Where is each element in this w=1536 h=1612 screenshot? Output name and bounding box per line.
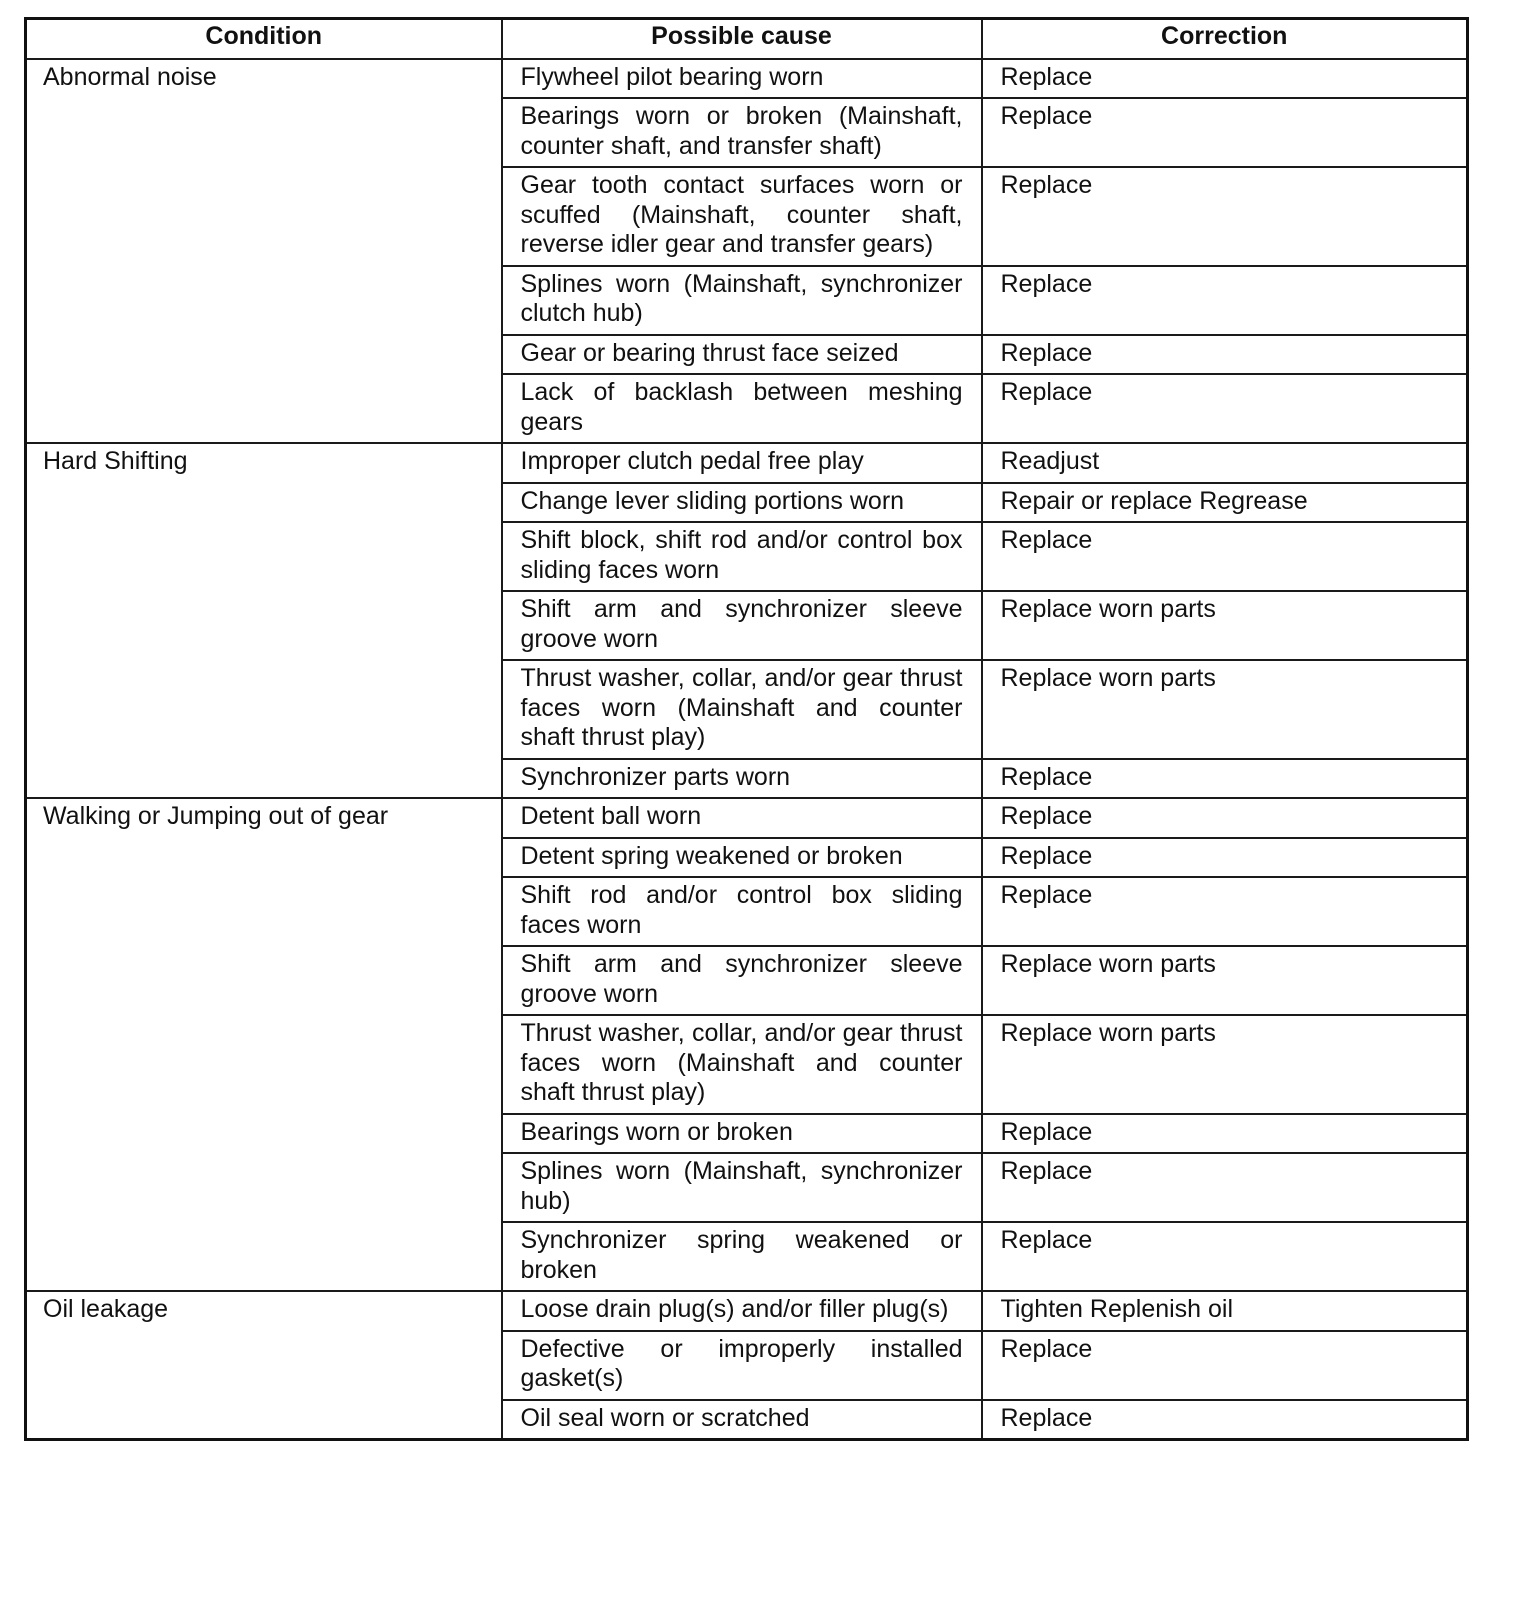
correction-cell: Replace (982, 167, 1468, 266)
possible-cause-cell: Bearings worn or broken (Mainshaft, counter shaft, and transfer shaft) (502, 98, 982, 167)
possible-cause-cell: Splines worn (Mainshaft, synchronizer hub) (502, 1153, 982, 1222)
table-body (26, 59, 1468, 1440)
correction-cell: Replace (982, 759, 1468, 799)
correction-cell: Replace (982, 374, 1468, 443)
table-row (26, 59, 1468, 99)
correction-cell: Replace (982, 838, 1468, 878)
correction-cell: Replace (982, 1331, 1468, 1400)
correction-cell: Replace (982, 59, 1468, 99)
header-possible-cause: Possible cause (502, 19, 982, 59)
possible-cause-cell: Change lever sliding portions worn (502, 483, 982, 523)
table-row (26, 798, 1468, 838)
possible-cause-cell: Bearings worn or broken (502, 1114, 982, 1154)
table-row (26, 1291, 1468, 1331)
correction-cell: Replace (982, 877, 1468, 946)
condition-cell: Walking or Jumping out of gear (26, 798, 502, 1291)
possible-cause-cell: Lack of backlash between meshing gears (502, 374, 982, 443)
correction-cell: Replace (982, 98, 1468, 167)
correction-cell: Replace worn parts (982, 1015, 1468, 1114)
possible-cause-cell: Detent spring weakened or broken (502, 838, 982, 878)
possible-cause-cell: Loose drain plug(s) and/or filler plug(s) (502, 1291, 982, 1331)
correction-cell: Replace worn parts (982, 946, 1468, 1015)
possible-cause-cell: Detent ball worn (502, 798, 982, 838)
correction-cell: Replace (982, 1400, 1468, 1440)
correction-cell: Replace (982, 1153, 1468, 1222)
header-correction: Correction (982, 19, 1468, 59)
condition-cell: Abnormal noise (26, 59, 502, 444)
correction-cell: Replace worn parts (982, 660, 1468, 759)
condition-cell: Oil leakage (26, 1291, 502, 1440)
correction-cell: Replace worn parts (982, 591, 1468, 660)
header-row (26, 19, 1468, 59)
correction-cell: Replace (982, 1114, 1468, 1154)
correction-cell: Repair or replace Regrease (982, 483, 1468, 523)
possible-cause-cell: Oil seal worn or scratched (502, 1400, 982, 1440)
possible-cause-cell: Shift arm and synchronizer sleeve groove worn (502, 946, 982, 1015)
table-header (26, 19, 1468, 59)
possible-cause-cell: Synchronizer spring weakened or broken (502, 1222, 982, 1291)
possible-cause-cell: Thrust washer, collar, and/or gear thrust faces worn (Mainshaft and counter shaft thrust play) (502, 1015, 982, 1114)
possible-cause-cell: Splines worn (Mainshaft, synchronizer clutch hub) (502, 266, 982, 335)
possible-cause-cell: Gear tooth contact surfaces worn or scuffed (Mainshaft, counter shaft, reverse idler gear and transfer gears) (502, 167, 982, 266)
correction-cell: Readjust (982, 443, 1468, 483)
possible-cause-cell: Flywheel pilot bearing worn (502, 59, 982, 99)
header-condition: Condition (26, 19, 502, 59)
possible-cause-cell: Shift arm and synchronizer sleeve groove worn (502, 591, 982, 660)
table-row (26, 443, 1468, 483)
possible-cause-cell: Improper clutch pedal free play (502, 443, 982, 483)
correction-cell: Replace (982, 335, 1468, 375)
troubleshooting-table (24, 17, 1469, 1441)
possible-cause-cell: Shift rod and/or control box sliding faces worn (502, 877, 982, 946)
correction-cell: Replace (982, 1222, 1468, 1291)
possible-cause-cell: Shift block, shift rod and/or control box sliding faces worn (502, 522, 982, 591)
possible-cause-cell: Thrust washer, collar, and/or gear thrust faces worn (Mainshaft and counter shaft thrust play) (502, 660, 982, 759)
correction-cell: Replace (982, 266, 1468, 335)
correction-cell: Tighten Replenish oil (982, 1291, 1468, 1331)
troubleshooting-table-container (24, 17, 1466, 1441)
possible-cause-cell: Gear or bearing thrust face seized (502, 335, 982, 375)
correction-cell: Replace (982, 522, 1468, 591)
condition-cell: Hard Shifting (26, 443, 502, 798)
possible-cause-cell: Synchronizer parts worn (502, 759, 982, 799)
correction-cell: Replace (982, 798, 1468, 838)
possible-cause-cell: Defective or improperly installed gasket(s) (502, 1331, 982, 1400)
